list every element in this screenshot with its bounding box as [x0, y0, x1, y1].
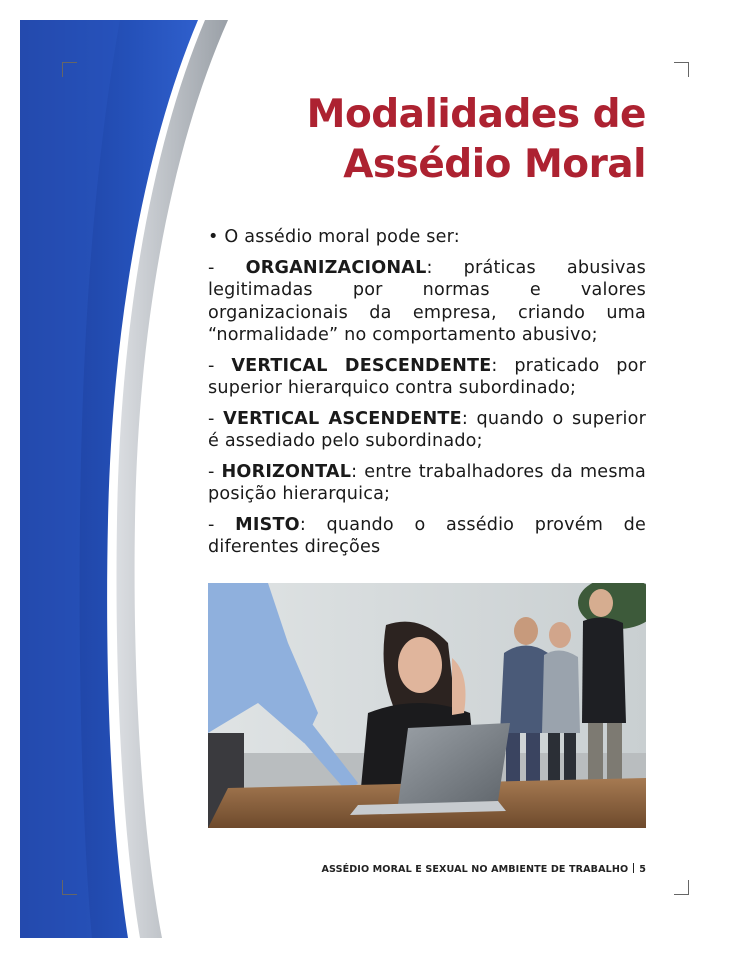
item-term: HORIZONTAL [221, 461, 352, 482]
list-item [208, 461, 646, 506]
crop-mark-top-left [62, 62, 77, 77]
crop-mark-bottom-left [62, 880, 77, 895]
list-item [208, 257, 646, 347]
crop-mark-top-right [674, 62, 689, 77]
page-title-line-2: Assédio Moral [343, 142, 646, 187]
item-text: : quando o assédio provém de diferentes direções [208, 514, 647, 557]
crop-mark-bottom-right [674, 880, 689, 895]
item-term: VERTICAL ASCENDENTE [223, 408, 462, 429]
item-prefix: - [208, 461, 222, 482]
item-prefix: - [208, 408, 224, 429]
page-footer [321, 863, 646, 875]
office-photo-illustration [208, 583, 646, 828]
item-text: : entre trabalhadores da mesma posição hierarquica; [208, 461, 647, 504]
item-term: ORGANIZACIONAL [245, 257, 427, 278]
item-prefix: - [208, 257, 246, 278]
footer-divider [633, 863, 634, 873]
footer-running-title: ASSÉDIO MORAL E SEXUAL NO AMBIENTE DE TRABALHO [321, 864, 629, 875]
item-text: : quando o superior é assediado pelo subordinado; [208, 408, 646, 451]
page-title [307, 90, 646, 190]
page-number: 5 [639, 864, 646, 875]
item-prefix: - [208, 355, 232, 376]
item-term: VERTICAL DESCENDENTE [231, 355, 492, 376]
item-term: MISTO [235, 514, 300, 535]
list-item [208, 408, 646, 453]
list-item [208, 514, 646, 559]
intro-paragraph [208, 226, 646, 249]
page-title-line-1: Modalidades de [306, 92, 646, 137]
item-prefix: - [208, 514, 236, 535]
intro-text: O assédio moral pode ser: [224, 227, 460, 247]
item-text: : práticas abusivas legitimadas por normas e valores organizacionais da empresa, criando uma “normalidade” no comportamento abusivo; [208, 257, 646, 345]
item-text: : praticado por superior hierarquico contra subordinado; [208, 355, 647, 398]
office-photo [208, 583, 646, 828]
list-item [208, 355, 646, 400]
bullet-icon: • [208, 227, 219, 247]
body-text [208, 226, 646, 567]
